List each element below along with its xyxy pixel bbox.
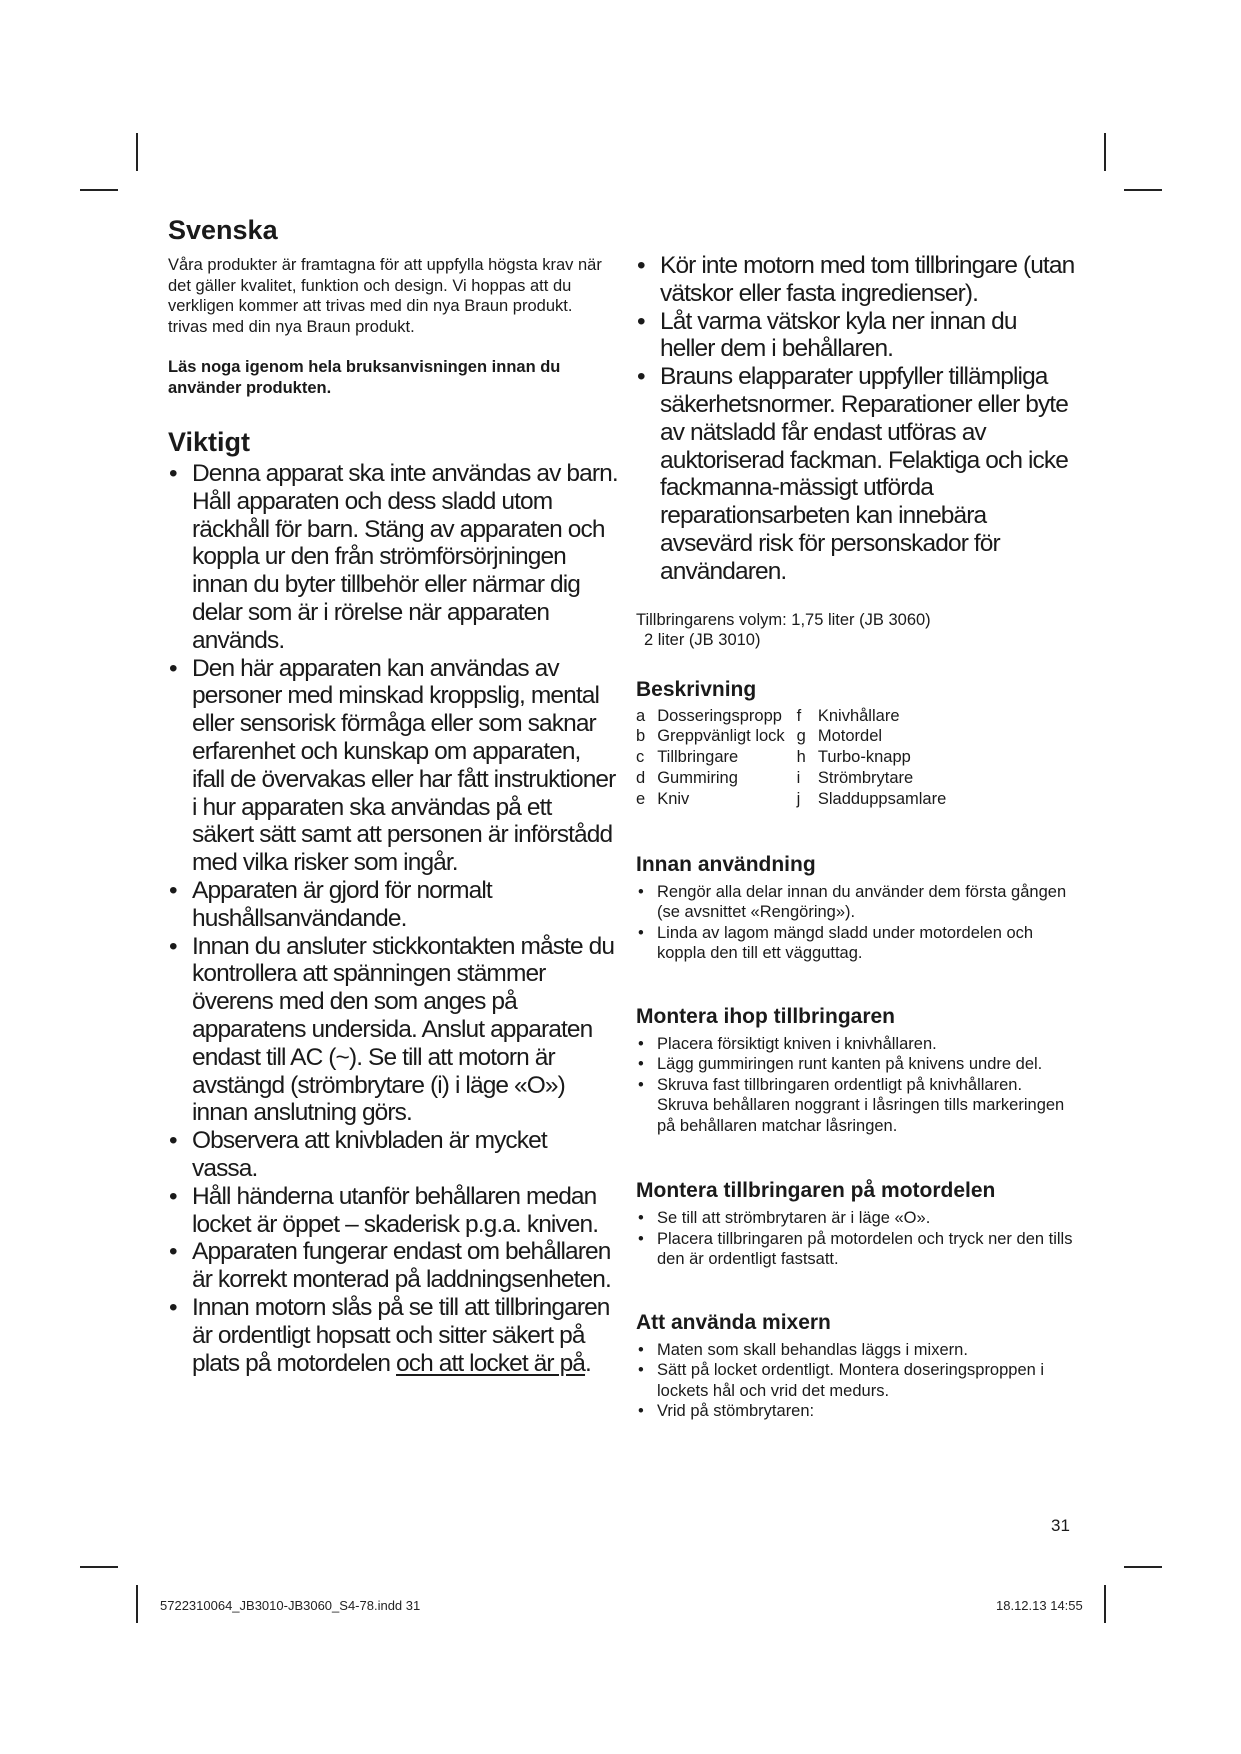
part-name: Motordel <box>817 727 883 746</box>
crop-mark-top-left <box>136 133 138 171</box>
part-letter: b <box>636 727 646 746</box>
part-name: Greppvänligt lock <box>657 727 785 746</box>
list-item: • Linda av lagom mängd sladd under motordelen och koppla den till ett vägguttag. <box>636 923 1076 964</box>
before-use-list <box>636 882 1076 964</box>
period: . <box>585 1349 591 1377</box>
important-title: Viktigt <box>168 427 251 457</box>
part-name: Kniv <box>657 789 690 808</box>
list-item: • Skruva fast tillbringaren ordentligt på knivhållaren. Skruva behållaren noggrant i låsringen tills markeringen på behållaren matchar låsringen. <box>636 1075 1076 1137</box>
footer-file-info: 5722310064_JB3010-JB3060_S4-78.indd 31 <box>160 1598 421 1613</box>
page-number: 31 <box>1051 1516 1070 1535</box>
part-letter: i <box>796 768 801 787</box>
part-name: Knivhållare <box>817 706 900 725</box>
description-title: Beskrivning <box>636 677 757 701</box>
important-item: • Den här apparaten kan användas av personer med minskad kroppslig, mental eller sensorisk förmåga eller som saknar erfarenhet och kunskap om apparaten, ifall de övervakas eller har fått instruktioner i hur apparaten ska användas på ett säkert sätt samt att personen är införstådd med vilka risker som ingår. <box>168 655 618 877</box>
description-row <box>636 768 958 789</box>
crop-mark-top-left-h <box>80 189 118 191</box>
part-letter: f <box>796 706 802 725</box>
description-row <box>636 726 958 747</box>
important-item: • Apparaten fungerar endast om behållaren är korrekt monterad på laddningsenheten. <box>168 1238 618 1294</box>
important-item: • Kör inte motorn med tom tillbringare (utan vätskor eller fasta ingredienser). <box>636 252 1076 308</box>
list-item: • Lägg gummiringen runt kanten på knivens undre del. <box>636 1054 1076 1075</box>
intro-repeat: trivas med din nya Braun produkt. <box>168 317 415 336</box>
intro-paragraph: Våra produkter är framtagna för att uppfylla högsta krav när det gäller kvalitet, funktion och design. Vi hoppas att du verkligen kommer att trivas med din nya Braun produkt. <box>168 256 602 315</box>
part-name: Turbo-knapp <box>817 748 911 767</box>
list-item: • Rengör alla delar innan du använder dem första gången (se avsnittet «Rengöring»). <box>636 882 1076 923</box>
list-item: • Sätt på locket ordentligt. Montera doseringsproppen i lockets hål och vrid det medurs. <box>636 1360 1076 1401</box>
important-item: • Håll händerna utanför behållaren medan locket är öppet – skaderisk p.g.a. kniven. <box>168 1183 618 1239</box>
important-item: • Observera att knivbladen är mycket vassa. <box>168 1127 618 1183</box>
crop-mark-bottom-right <box>1104 1585 1106 1623</box>
part-name: Gummiring <box>657 768 738 787</box>
before-use-title: Innan användning <box>636 852 816 876</box>
part-letter: a <box>636 706 646 725</box>
crop-mark-top-right <box>1104 133 1106 171</box>
description-row <box>636 789 958 810</box>
part-name: Sladduppsamlare <box>817 789 947 808</box>
part-letter: d <box>636 768 646 787</box>
crop-mark-bottom-left <box>136 1585 138 1623</box>
important-item: • Låt varma vätskor kyla ner innan du heller dem i behållaren. <box>636 308 1076 364</box>
mount-title: Montera tillbringaren på motordelen <box>636 1179 996 1203</box>
underlined-text: och att locket är på <box>396 1349 586 1377</box>
list-item: • Placera tillbringaren på motordelen och tryck ner den tills den är ordentligt fastsatt. <box>636 1229 1076 1270</box>
crop-mark-bottom-right-h <box>1124 1566 1162 1568</box>
part-letter: g <box>796 727 806 746</box>
part-letter: h <box>796 748 806 767</box>
crop-mark-bottom-left-h <box>80 1566 118 1568</box>
important-item: • Denna apparat ska inte användas av barn. Håll apparaten och dess sladd utom räckhåll för barn. Stäng av apparaten och koppla ur den från strömförsörjningen innan du byter tillbehör eller närmar dig delar som är i rörelse när apparaten används. <box>168 460 618 655</box>
read-notice: Läs noga igenom hela bruksanvisningen innan du använder produkten. <box>168 358 561 397</box>
important-item: • Brauns elapparater uppfyller tillämpliga säkerhetsnormer. Reparationer eller byte av nätsladd får endast utföras av auktoriserad fackman. Felaktiga och icke fackmanna-mässigt utförda reparationsarbeten kan innebära avsevärd risk för personskador för användaren. <box>636 363 1076 585</box>
left-column <box>168 214 618 1377</box>
important-list-continued <box>636 252 1076 586</box>
list-item: • Placera försiktigt kniven i knivhållaren. <box>636 1034 1076 1055</box>
use-title: Att använda mixern <box>636 1310 831 1334</box>
important-item: • Innan du ansluter stickkontakten måste du kontrollera att spänningen stämmer överens med den som anges på apparatens undersida. Anslut apparaten endast till AC (~). Se till att motorn är avstängd (strömbrytare (i) i läge «O») innan anslutning görs. <box>168 933 618 1128</box>
list-item: • Vrid på stömbrytaren: <box>636 1401 1076 1422</box>
part-name: Strömbrytare <box>817 768 914 787</box>
footer-date: 18.12.13 14:55 <box>996 1598 1083 1613</box>
use-list <box>636 1340 1076 1422</box>
part-name: Dosseringspropp <box>657 706 782 725</box>
assemble-title: Montera ihop tillbringaren <box>636 1004 896 1028</box>
important-item-text: Innan motorn slås på se till att tillbringaren är ordentligt hopsatt och sitter säkert på plats på motordelen <box>192 1293 610 1377</box>
important-item-last <box>168 1294 618 1377</box>
description-row <box>636 706 958 727</box>
mount-list <box>636 1208 1076 1270</box>
part-letter: j <box>796 789 801 808</box>
description-table <box>636 706 958 810</box>
volume-line: Tillbringarens volym: 1,75 liter (JB 3060) <box>636 610 931 629</box>
right-column <box>636 252 1076 1422</box>
volume-line-2: 2 liter (JB 3010) <box>644 631 761 650</box>
language-title: Svenska <box>168 215 278 245</box>
description-row <box>636 747 958 768</box>
part-letter: e <box>636 789 646 808</box>
list-item: • Se till att strömbrytaren är i läge «O». <box>636 1208 1076 1229</box>
important-list <box>168 460 618 1377</box>
important-item: • Apparaten är gjord för normalt hushållsanvändande. <box>168 877 618 933</box>
part-name: Tillbringare <box>657 748 739 767</box>
part-letter: c <box>636 748 645 767</box>
assemble-list <box>636 1034 1076 1137</box>
list-item: • Maten som skall behandlas läggs i mixern. <box>636 1340 1076 1361</box>
crop-mark-top-right-h <box>1124 189 1162 191</box>
